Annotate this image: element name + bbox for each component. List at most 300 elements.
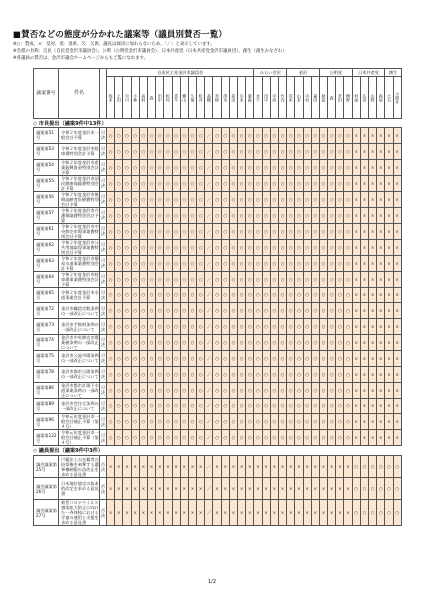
- vote-cell: ○: [213, 319, 221, 335]
- vote-cell: ○: [352, 478, 360, 500]
- vote-cell: ×: [311, 478, 319, 500]
- vote-cell: ○: [107, 207, 115, 223]
- vote-cell: ○: [319, 175, 327, 191]
- vote-cell: ○: [336, 271, 344, 287]
- vote-cell: ○: [278, 287, 286, 303]
- vote-cell: ○: [229, 382, 237, 398]
- vote-cell: ○: [221, 287, 229, 303]
- bill-number: 議会議案第27号: [34, 500, 59, 526]
- vote-cell: ×: [393, 128, 401, 144]
- vote-cell: ○: [254, 350, 262, 366]
- member-name-text: 山野: [370, 93, 376, 102]
- vote-cell: ○: [229, 430, 237, 446]
- vote-cell: ○: [107, 398, 115, 414]
- vote-cell: ○: [221, 271, 229, 287]
- vote-cell: ／: [205, 366, 213, 382]
- bill-number: 議案第72号: [34, 303, 59, 319]
- vote-cell: ○: [115, 414, 123, 430]
- vote-cell: ○: [278, 430, 286, 446]
- vote-cell: ○: [221, 128, 229, 144]
- bill-number: 議案第54号: [34, 159, 59, 175]
- vote-cell: ○: [131, 414, 139, 430]
- vote-cell: ○: [131, 239, 139, 255]
- vote-cell: ○: [221, 175, 229, 191]
- vote-cell: ○: [172, 239, 180, 255]
- vote-cell: ○: [164, 319, 172, 335]
- vote-cell: ○: [221, 350, 229, 366]
- vote-cell: ○: [188, 334, 196, 350]
- result: 可決: [100, 319, 107, 335]
- vote-cell: ×: [385, 143, 393, 159]
- vote-cell: ○: [139, 287, 147, 303]
- vote-cell: ○: [270, 350, 278, 366]
- vote-cell: ○: [213, 239, 221, 255]
- vote-cell: ×: [360, 223, 368, 239]
- vote-cell: ○: [107, 334, 115, 350]
- result: 可決: [100, 271, 107, 287]
- vote-cell: ×: [156, 478, 164, 500]
- vote-cell: ○: [213, 143, 221, 159]
- bill-title: 金沢市都市計画下水道事業条例の一部改正について: [59, 382, 100, 398]
- vote-cell: ○: [188, 271, 196, 287]
- vote-cell: ○: [238, 271, 246, 287]
- vote-cell: ○: [115, 319, 123, 335]
- vote-cell: ○: [254, 128, 262, 144]
- vote-cell: ×: [352, 398, 360, 414]
- vote-cell: ×: [369, 287, 377, 303]
- vote-cell: ○: [278, 239, 286, 255]
- vote-cell: ×: [385, 223, 393, 239]
- vote-cell: ○: [197, 350, 205, 366]
- vote-cell: ○: [147, 303, 155, 319]
- member-name: [229, 77, 237, 119]
- vote-cell: ○: [270, 143, 278, 159]
- vote-cell: ○: [287, 398, 295, 414]
- vote-cell: ×: [369, 207, 377, 223]
- vote-cell: ×: [344, 456, 352, 478]
- vote-cell: ○: [238, 334, 246, 350]
- vote-cell: ○: [336, 319, 344, 335]
- vote-cell: ○: [344, 239, 352, 255]
- vote-cell: ○: [115, 366, 123, 382]
- vote-cell: ○: [156, 207, 164, 223]
- vote-cell: ×: [385, 366, 393, 382]
- vote-cell: ○: [254, 143, 262, 159]
- vote-cell: ×: [377, 319, 385, 335]
- vote-cell: ○: [262, 382, 270, 398]
- vote-cell: ×: [303, 456, 311, 478]
- vote-cell: ○: [172, 128, 180, 144]
- vote-cell: ○: [238, 430, 246, 446]
- result: 可決: [100, 334, 107, 350]
- vote-cell: ×: [139, 500, 147, 526]
- member-name-text: 山本: [296, 93, 302, 102]
- vote-cell: ○: [278, 159, 286, 175]
- vote-cell: ○: [107, 239, 115, 255]
- vote-cell: ○: [303, 334, 311, 350]
- vote-cell: ×: [360, 430, 368, 446]
- vote-cell: ○: [336, 128, 344, 144]
- vote-cell: ○: [131, 143, 139, 159]
- vote-cell: ／: [205, 175, 213, 191]
- vote-cell: ×: [369, 319, 377, 335]
- vote-cell: ○: [270, 191, 278, 207]
- vote-cell: ○: [107, 430, 115, 446]
- vote-cell: ○: [278, 143, 286, 159]
- bill-number: 議案第64号: [34, 271, 59, 287]
- vote-cell: ○: [131, 223, 139, 239]
- vote-cell: ○: [311, 223, 319, 239]
- vote-cell: ○: [180, 414, 188, 430]
- vote-cell: ○: [221, 398, 229, 414]
- vote-cell: ○: [197, 207, 205, 223]
- vote-cell: ○: [287, 430, 295, 446]
- vote-cell: ×: [377, 414, 385, 430]
- vote-cell: ○: [385, 478, 393, 500]
- vote-cell: ○: [319, 128, 327, 144]
- vote-cell: ×: [115, 456, 123, 478]
- vote-cell: ○: [311, 350, 319, 366]
- vote-cell: ○: [123, 430, 131, 446]
- vote-cell: ×: [360, 239, 368, 255]
- vote-cell: ○: [319, 239, 327, 255]
- vote-cell: ○: [336, 398, 344, 414]
- vote-cell: ○: [328, 207, 336, 223]
- vote-cell: ×: [352, 159, 360, 175]
- vote-cell: ○: [131, 382, 139, 398]
- vote-cell: ○: [303, 350, 311, 366]
- vote-cell: ○: [213, 334, 221, 350]
- vote-cell: ×: [246, 500, 254, 526]
- vote-cell: ×: [164, 478, 172, 500]
- vote-cell: ○: [328, 143, 336, 159]
- vote-cell: ○: [123, 366, 131, 382]
- vote-cell: ○: [172, 207, 180, 223]
- bill-number: 議案第62号: [34, 239, 59, 255]
- vote-cell: ○: [295, 398, 303, 414]
- table-row: [34, 398, 402, 414]
- vote-cell: ○: [172, 382, 180, 398]
- vote-cell: ○: [328, 223, 336, 239]
- member-name: [319, 77, 327, 119]
- vote-cell: ○: [188, 366, 196, 382]
- vote-cell: ○: [287, 223, 295, 239]
- vote-cell: ○: [344, 143, 352, 159]
- vote-cell: ×: [360, 271, 368, 287]
- vote-cell: ○: [262, 143, 270, 159]
- vote-cell: ×: [147, 500, 155, 526]
- vote-cell: ○: [238, 255, 246, 271]
- vote-cell: ○: [180, 303, 188, 319]
- vote-cell: ×: [336, 478, 344, 500]
- vote-cell: ○: [254, 319, 262, 335]
- vote-cell: ○: [180, 382, 188, 398]
- vote-cell: ○: [188, 143, 196, 159]
- vote-cell: ×: [303, 500, 311, 526]
- bill-number: 議案第56号: [34, 191, 59, 207]
- result: 否決: [100, 478, 107, 500]
- result: 可決: [100, 128, 107, 144]
- vote-cell: ○: [287, 303, 295, 319]
- vote-cell: ○: [156, 191, 164, 207]
- vote-cell: ○: [270, 207, 278, 223]
- vote-cell: ○: [344, 430, 352, 446]
- vote-cell: ○: [344, 303, 352, 319]
- vote-cell: ○: [213, 271, 221, 287]
- vote-cell: ○: [319, 350, 327, 366]
- vote-cell: ×: [360, 414, 368, 430]
- result: 可決: [100, 287, 107, 303]
- vote-cell: ×: [393, 207, 401, 223]
- vote-cell: ○: [172, 159, 180, 175]
- vote-cell: ○: [344, 255, 352, 271]
- vote-cell: ×: [393, 287, 401, 303]
- vote-cell: ○: [336, 143, 344, 159]
- vote-cell: ○: [328, 382, 336, 398]
- vote-cell: ×: [385, 287, 393, 303]
- vote-cell: ×: [352, 382, 360, 398]
- table-row: [34, 303, 402, 319]
- vote-cell: ×: [385, 398, 393, 414]
- vote-cell: ○: [188, 191, 196, 207]
- vote-cell: ○: [311, 175, 319, 191]
- vote-cell: ○: [278, 319, 286, 335]
- vote-cell: ○: [131, 287, 139, 303]
- vote-cell: ○: [123, 382, 131, 398]
- vote-cell: ／: [205, 382, 213, 398]
- vote-cell: ×: [311, 456, 319, 478]
- vote-cell: ○: [221, 223, 229, 239]
- vote-cell: ×: [377, 350, 385, 366]
- vote-cell: ○: [139, 414, 147, 430]
- vote-cell: ○: [344, 128, 352, 144]
- member-name-text: 森: [149, 95, 155, 100]
- vote-cell: ○: [344, 350, 352, 366]
- vote-cell: ×: [377, 175, 385, 191]
- vote-cell: ○: [172, 350, 180, 366]
- table-row: [34, 207, 402, 223]
- vote-cell: ○: [123, 159, 131, 175]
- table-row: [34, 223, 402, 239]
- vote-cell: ○: [262, 334, 270, 350]
- vote-cell: ○: [303, 239, 311, 255]
- member-name-text: 大石: [386, 93, 392, 102]
- vote-cell: ○: [295, 207, 303, 223]
- vote-cell: ○: [311, 287, 319, 303]
- vote-cell: ○: [131, 255, 139, 271]
- vote-cell: ×: [385, 414, 393, 430]
- vote-cell: ○: [254, 175, 262, 191]
- vote-cell: ○: [115, 287, 123, 303]
- vote-cell: ○: [164, 159, 172, 175]
- vote-cell: ○: [287, 319, 295, 335]
- vote-cell: ○: [221, 239, 229, 255]
- vote-cell: ○: [303, 271, 311, 287]
- vote-cell: ○: [336, 159, 344, 175]
- bill-number: 議案第57号: [34, 207, 59, 223]
- vote-cell: ○: [115, 159, 123, 175]
- member-name-text: 小林: [133, 93, 139, 102]
- vote-cell: ○: [164, 382, 172, 398]
- vote-cell: ○: [311, 207, 319, 223]
- vote-cell: ○: [172, 414, 180, 430]
- vote-cell: ○: [139, 319, 147, 335]
- vote-cell: ○: [197, 143, 205, 159]
- vote-cell: ○: [287, 287, 295, 303]
- vote-cell: ○: [115, 255, 123, 271]
- vote-cell: ○: [164, 223, 172, 239]
- vote-cell: ×: [278, 456, 286, 478]
- vote-cell: ×: [369, 191, 377, 207]
- bill-number: 議案第51号: [34, 128, 59, 144]
- vote-cell: ×: [139, 478, 147, 500]
- vote-cell: ○: [319, 414, 327, 430]
- vote-cell: ○: [147, 287, 155, 303]
- vote-cell: ○: [123, 334, 131, 350]
- member-name-text: 中西: [272, 93, 278, 102]
- vote-cell: ○: [147, 382, 155, 398]
- vote-cell: ×: [393, 414, 401, 430]
- vote-cell: ○: [131, 191, 139, 207]
- vote-cell: ○: [180, 255, 188, 271]
- vote-cell: ○: [180, 207, 188, 223]
- vote-cell: ○: [278, 191, 286, 207]
- vote-cell: ○: [238, 287, 246, 303]
- vote-cell: ×: [270, 478, 278, 500]
- vote-cell: ○: [197, 398, 205, 414]
- bill-number: 議案第89号: [34, 398, 59, 414]
- bill-number: 議案第65号: [34, 287, 59, 303]
- vote-cell: ○: [311, 319, 319, 335]
- vote-cell: ○: [319, 207, 327, 223]
- vote-cell: ○: [123, 207, 131, 223]
- bill-title: 金沢市手数料条例の一部改正について: [59, 319, 100, 335]
- vote-cell: ○: [156, 366, 164, 382]
- vote-cell: ○: [254, 366, 262, 382]
- vote-cell: ○: [107, 350, 115, 366]
- vote-cell: ○: [303, 382, 311, 398]
- vote-table-member: [33, 455, 402, 526]
- vote-cell: ○: [295, 287, 303, 303]
- vote-cell: ○: [270, 239, 278, 255]
- vote-cell: ×: [107, 456, 115, 478]
- vote-cell: ×: [360, 175, 368, 191]
- vote-cell: ×: [287, 456, 295, 478]
- vote-cell: ×: [270, 456, 278, 478]
- vote-cell: ○: [147, 430, 155, 446]
- vote-cell: ○: [164, 350, 172, 366]
- vote-cell: ○: [254, 398, 262, 414]
- vote-cell: ×: [360, 334, 368, 350]
- vote-cell: ○: [303, 414, 311, 430]
- vote-cell: ×: [369, 175, 377, 191]
- vote-cell: ×: [188, 500, 196, 526]
- vote-cell: ○: [213, 303, 221, 319]
- vote-cell: ×: [213, 456, 221, 478]
- member-name-text: 木下: [255, 93, 261, 102]
- table-row: [34, 478, 402, 500]
- vote-cell: ×: [393, 175, 401, 191]
- member-name: [385, 77, 393, 119]
- vote-cell: ○: [221, 207, 229, 223]
- result: 可決: [100, 191, 107, 207]
- vote-cell: ○: [238, 191, 246, 207]
- vote-cell: ○: [139, 271, 147, 287]
- member-name: [213, 77, 221, 119]
- vote-cell: ○: [115, 303, 123, 319]
- vote-cell: ○: [295, 319, 303, 335]
- vote-cell: ○: [385, 500, 393, 526]
- vote-cell: ○: [336, 430, 344, 446]
- vote-cell: ×: [238, 456, 246, 478]
- vote-cell: ○: [188, 175, 196, 191]
- vote-cell: ○: [246, 207, 254, 223]
- vote-cell: ×: [369, 271, 377, 287]
- vote-cell: ○: [156, 303, 164, 319]
- vote-cell: ×: [385, 239, 393, 255]
- vote-cell: ×: [369, 223, 377, 239]
- vote-cell: ×: [262, 500, 270, 526]
- vote-cell: ○: [172, 430, 180, 446]
- vote-cell: ○: [180, 287, 188, 303]
- vote-cell: ○: [188, 223, 196, 239]
- vote-cell: ○: [311, 159, 319, 175]
- vote-cell: ○: [270, 287, 278, 303]
- vote-cell: ○: [360, 478, 368, 500]
- vote-cell: ○: [360, 500, 368, 526]
- vote-cell: ○: [319, 223, 327, 239]
- vote-cell: ×: [352, 239, 360, 255]
- vote-cell: ／: [205, 239, 213, 255]
- vote-cell: ○: [319, 366, 327, 382]
- vote-cell: ×: [229, 500, 237, 526]
- vote-cell: ／: [205, 500, 213, 526]
- vote-cell: ○: [172, 334, 180, 350]
- vote-cell: ／: [205, 207, 213, 223]
- vote-cell: ○: [238, 159, 246, 175]
- vote-cell: ○: [123, 255, 131, 271]
- vote-cell: ×: [369, 414, 377, 430]
- vote-cell: ○: [197, 255, 205, 271]
- vote-cell: ○: [213, 207, 221, 223]
- vote-cell: ○: [107, 223, 115, 239]
- vote-cell: ×: [197, 500, 205, 526]
- result: 可決: [100, 303, 107, 319]
- vote-cell: ×: [180, 456, 188, 478]
- vote-cell: ×: [360, 159, 368, 175]
- vote-cell: ○: [131, 128, 139, 144]
- bill-number: 議案第74号: [34, 334, 59, 350]
- vote-cell: ○: [229, 128, 237, 144]
- faction-sosei: 創生: [385, 69, 401, 77]
- vote-cell: ×: [246, 456, 254, 478]
- vote-cell: ○: [319, 319, 327, 335]
- vote-cell: ○: [213, 223, 221, 239]
- vote-cell: ○: [336, 191, 344, 207]
- vote-cell: ○: [295, 159, 303, 175]
- vote-cell: ○: [278, 223, 286, 239]
- vote-cell: ×: [393, 398, 401, 414]
- vote-cell: ○: [221, 159, 229, 175]
- vote-cell: ○: [319, 191, 327, 207]
- vote-cell: ×: [393, 223, 401, 239]
- bill-number: 議案第96号: [34, 414, 59, 430]
- vote-cell: ○: [139, 255, 147, 271]
- vote-cell: ○: [246, 350, 254, 366]
- vote-cell: ○: [221, 430, 229, 446]
- member-name: [115, 77, 123, 119]
- vote-cell: ×: [385, 430, 393, 446]
